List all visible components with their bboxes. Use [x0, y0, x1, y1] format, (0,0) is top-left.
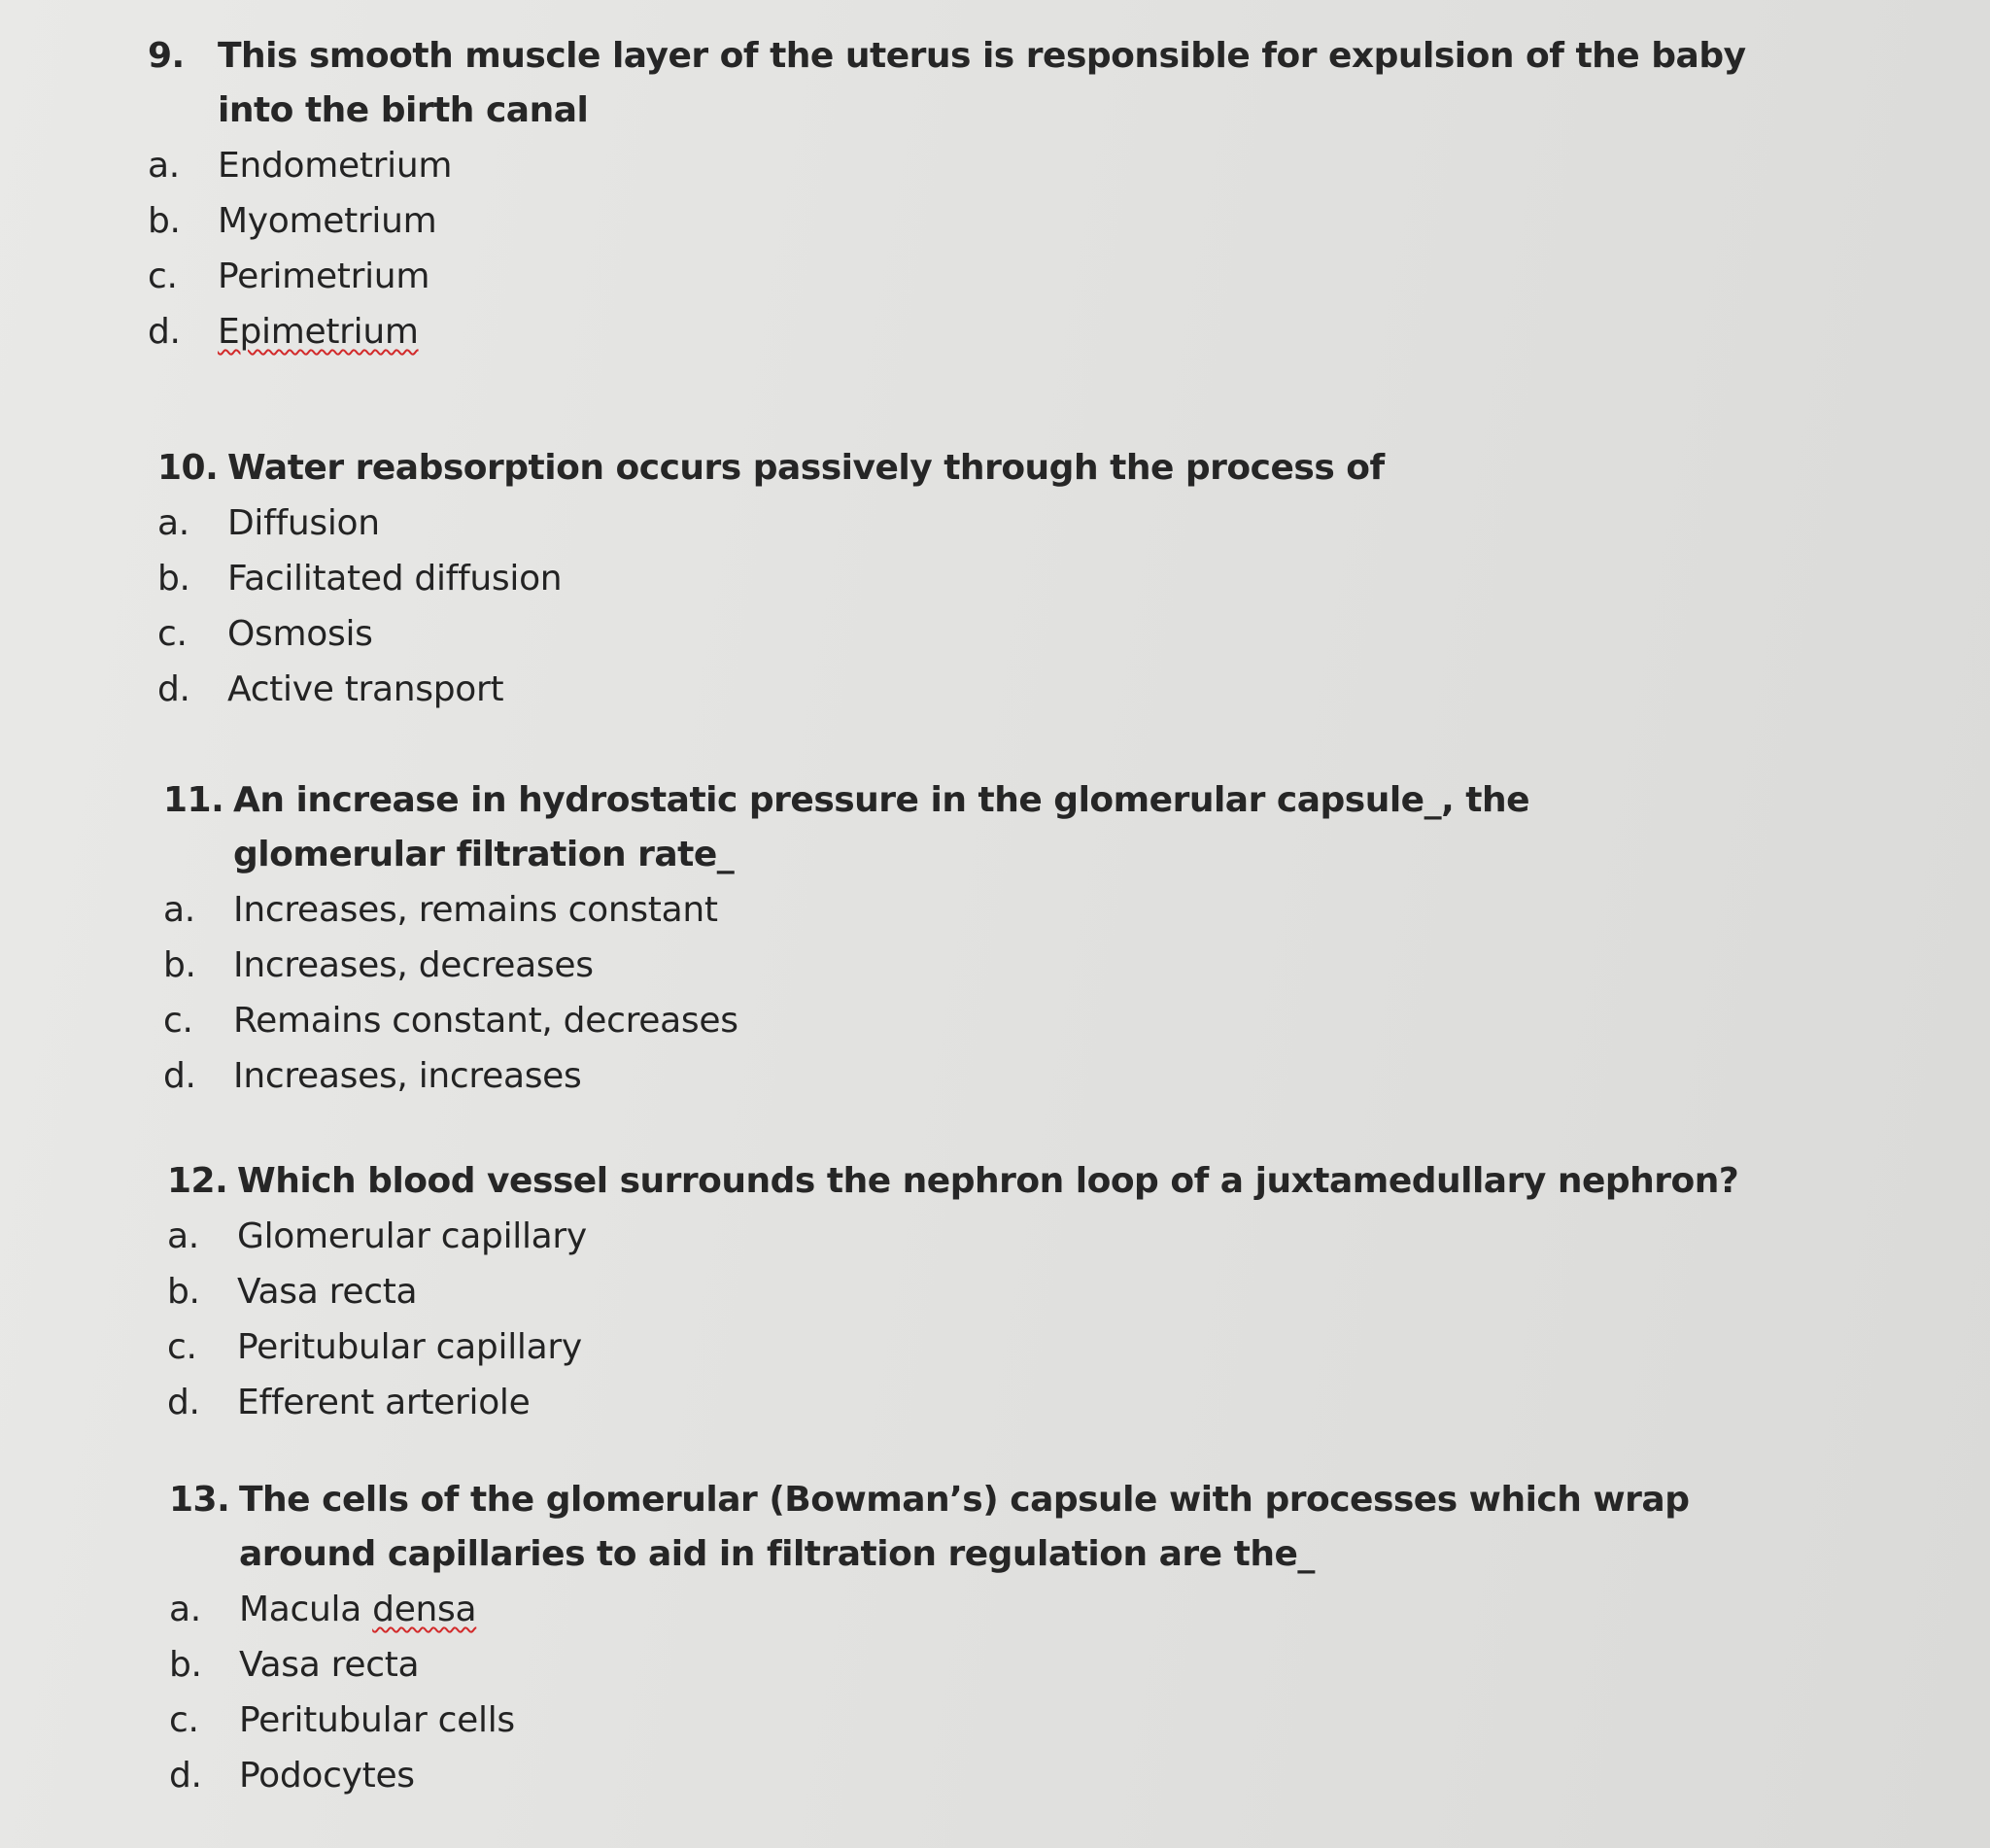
option-text: Glomerular capillary: [237, 1216, 587, 1256]
question-stem: [148, 29, 1990, 138]
option-a: [167, 1209, 1990, 1264]
option-text: Peritubular cells: [239, 1700, 515, 1740]
question-text: This smooth muscle layer of the uterus is responsible for expulsion of the baby into the birth canal: [218, 36, 1746, 130]
option-text: Diffusion: [227, 503, 380, 543]
option-c: [169, 1693, 1990, 1748]
option-letter: a.: [167, 1216, 199, 1256]
option-letter: b.: [167, 1272, 200, 1312]
option-letter: c.: [148, 257, 178, 296]
question-10: [0, 441, 1990, 717]
option-letter: d.: [169, 1756, 202, 1796]
option-text: Efferent arteriole: [237, 1383, 531, 1422]
option-letter: c.: [169, 1700, 199, 1740]
option-letter: a.: [163, 890, 195, 930]
option-b: [169, 1637, 1990, 1693]
option-text-main: Macula: [239, 1590, 373, 1629]
question-text: An increase in hydrostatic pressure in the glomerular capsule_, the glomerular filtration rate_: [233, 780, 1530, 874]
option-list: [163, 882, 1990, 1104]
option-text: Increases, increases: [233, 1056, 582, 1096]
question-number: 13.: [169, 1480, 230, 1520]
option-d: [163, 1048, 1990, 1104]
question-text: The cells of the glomerular (Bowman’s) capsule with processes which wrap around capillaries to aid in filtration regulation are the_: [239, 1480, 1690, 1574]
option-text: Podocytes: [239, 1756, 415, 1796]
option-c: [157, 606, 1990, 662]
option-letter: a.: [169, 1590, 201, 1629]
option-letter: d.: [167, 1383, 200, 1422]
question-number: 9.: [148, 36, 185, 76]
question-number: 12.: [167, 1161, 228, 1201]
option-text: Perimetrium: [218, 257, 430, 296]
option-c: [148, 249, 1990, 304]
question-stem: [169, 1473, 1990, 1582]
question-stem: [157, 441, 1990, 496]
option-letter: b.: [163, 945, 196, 985]
option-a: [169, 1582, 1990, 1637]
option-text: [239, 1582, 476, 1637]
option-text: Osmosis: [227, 614, 373, 654]
question-stem: [167, 1154, 1990, 1209]
option-text: Endometrium: [218, 146, 453, 186]
option-text: Vasa recta: [237, 1272, 418, 1312]
question-text: Water reabsorption occurs passively through the process of: [227, 448, 1385, 488]
option-text: Active transport: [227, 669, 504, 709]
option-text: Increases, remains constant: [233, 890, 718, 930]
question-number: 11.: [163, 780, 224, 820]
question-text: Which blood vessel surrounds the nephron loop of a juxtamedullary nephron?: [237, 1161, 1739, 1201]
option-d: [148, 304, 1990, 359]
option-a: [157, 496, 1990, 551]
question-11: [0, 773, 1990, 1104]
option-c: [163, 993, 1990, 1048]
option-letter: a.: [148, 146, 180, 186]
option-text: Myometrium: [218, 201, 437, 241]
option-list: [157, 496, 1990, 717]
option-text-misspelled: Epimetrium: [218, 312, 419, 352]
option-a: [163, 882, 1990, 938]
option-letter: d.: [157, 669, 190, 709]
option-d: [167, 1375, 1990, 1430]
option-b: [163, 938, 1990, 993]
option-b: [167, 1264, 1990, 1319]
option-list: [169, 1582, 1990, 1803]
option-letter: c.: [167, 1327, 197, 1367]
option-d: [169, 1748, 1990, 1803]
question-stem: [163, 773, 1990, 882]
option-letter: a.: [157, 503, 189, 543]
option-letter: c.: [157, 614, 188, 654]
option-letter: d.: [163, 1056, 196, 1096]
option-b: [148, 193, 1990, 249]
option-text: Increases, decreases: [233, 945, 594, 985]
question-13: [0, 1473, 1990, 1803]
option-letter: c.: [163, 1001, 193, 1041]
option-c: [167, 1319, 1990, 1375]
option-d: [157, 662, 1990, 717]
question-9: [0, 29, 1990, 359]
option-text-misspelled: densa: [372, 1590, 477, 1629]
option-list: [148, 138, 1990, 359]
option-text: Peritubular capillary: [237, 1327, 582, 1367]
option-text: Facilitated diffusion: [227, 559, 563, 599]
question-12: [0, 1154, 1990, 1430]
option-letter: b.: [169, 1645, 202, 1685]
question-number: 10.: [157, 448, 219, 488]
option-letter: d.: [148, 312, 181, 352]
option-text: Vasa recta: [239, 1645, 420, 1685]
option-a: [148, 138, 1990, 193]
option-list: [167, 1209, 1990, 1430]
option-b: [157, 551, 1990, 606]
option-letter: b.: [157, 559, 190, 599]
option-letter: b.: [148, 201, 181, 241]
option-text: Remains constant, decreases: [233, 1001, 738, 1041]
